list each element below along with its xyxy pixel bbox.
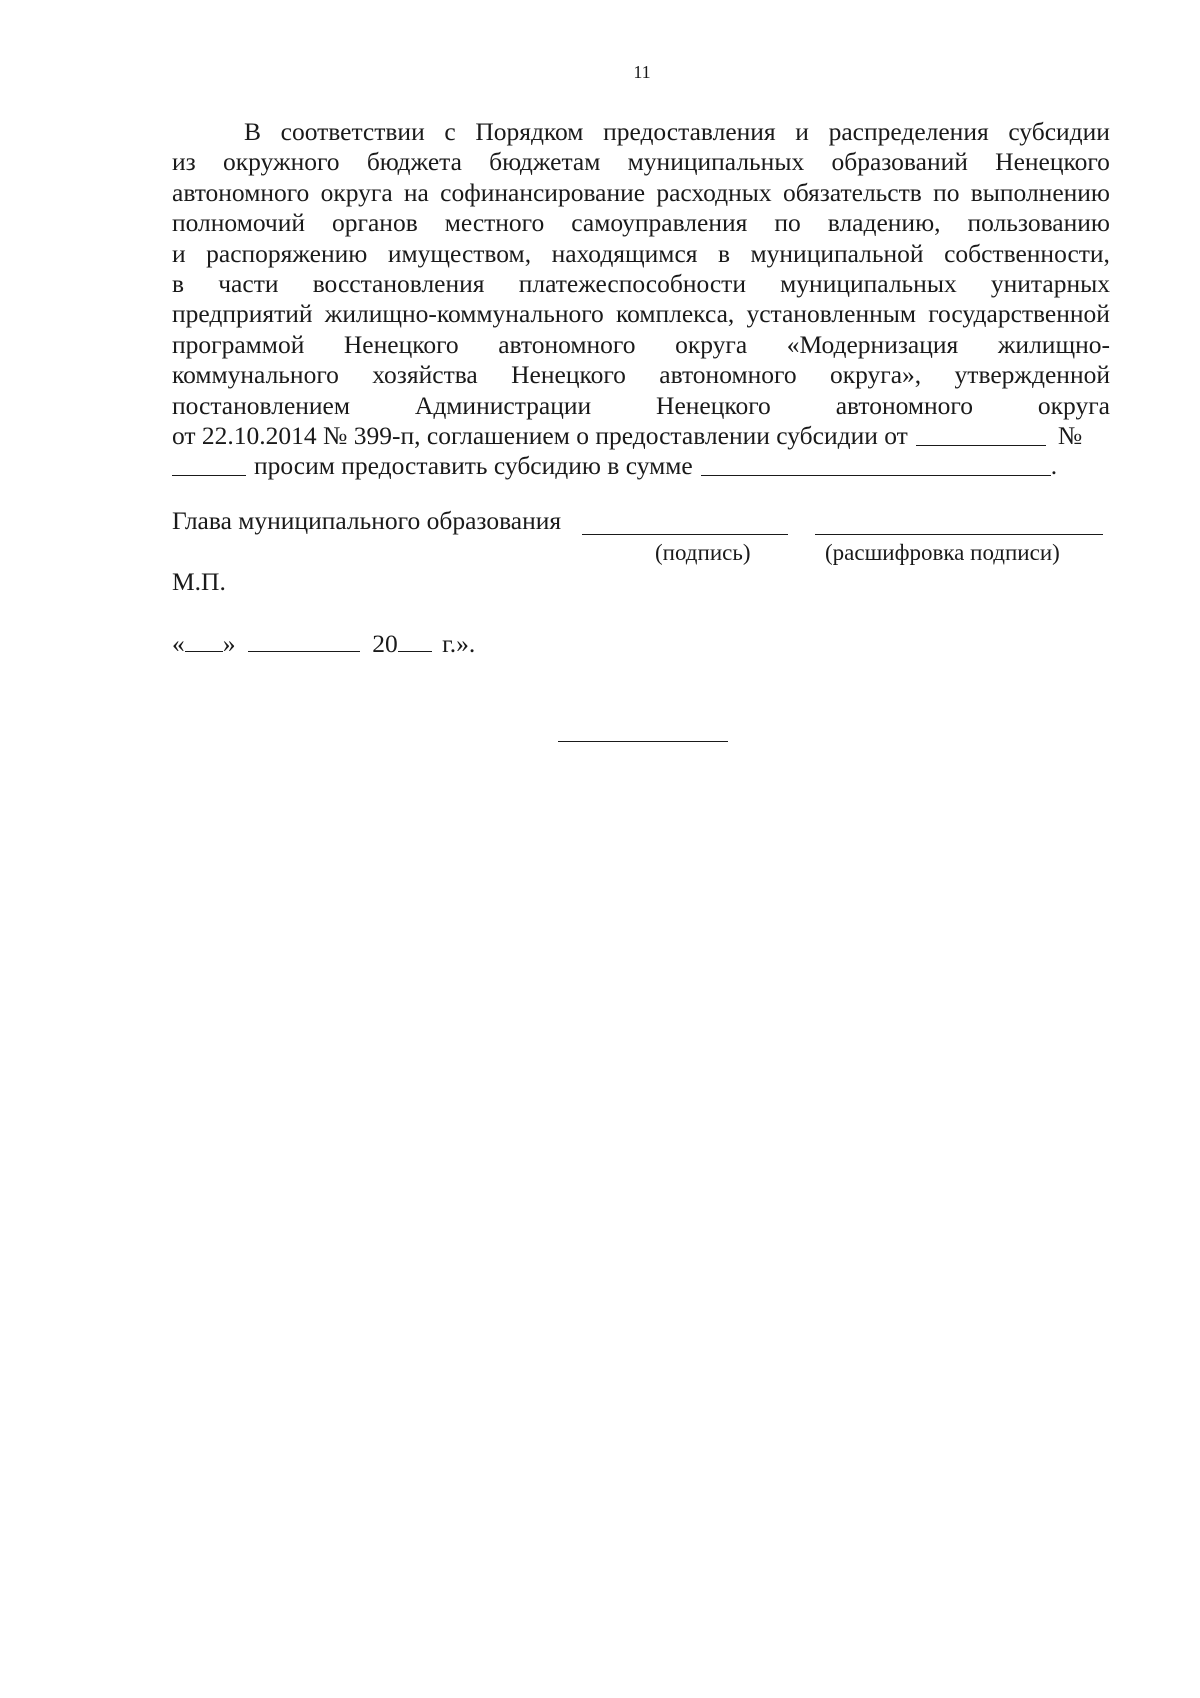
word: и [172, 238, 186, 268]
paragraph-line-8 [172, 330, 1110, 360]
word: имуществом, [387, 238, 532, 268]
word: по [774, 208, 801, 238]
word: программой [172, 329, 305, 359]
paragraph-line-4 [172, 208, 1110, 238]
year-blank [398, 627, 432, 652]
end-rule [558, 741, 728, 742]
signature-decoding-blank [815, 510, 1103, 535]
year-prefix: 20 [372, 629, 398, 658]
stamp-label: М.П. [172, 567, 226, 596]
word: округа [320, 177, 393, 207]
word: и [795, 117, 809, 146]
word: жилищно- [997, 329, 1110, 359]
word: окружного [223, 147, 340, 177]
word: бюджета [366, 147, 462, 177]
year-suffix: г.». [442, 629, 476, 658]
word: бюджетам [489, 147, 601, 177]
word: обязательств [782, 177, 922, 207]
word: Ненецкого [343, 329, 459, 359]
word: государственной [928, 299, 1110, 329]
paragraph-line-10 [172, 391, 1110, 421]
word: платежеспособности [518, 268, 746, 298]
word: соответствии [280, 117, 425, 146]
word: утвержденной [954, 360, 1110, 390]
word: субсидии [1008, 117, 1110, 146]
word: из [172, 147, 196, 177]
word: В [244, 117, 262, 146]
open-quote: « [172, 629, 185, 658]
word: округа [675, 329, 748, 359]
line-text: просим предоставить субсидию в сумме [254, 451, 693, 481]
word: местного [444, 208, 545, 238]
word: в [172, 268, 185, 298]
word: унитарных [990, 268, 1110, 298]
close-quote: » [222, 629, 236, 658]
word: распределения [828, 117, 989, 146]
page-number: 11 [633, 62, 651, 82]
word: муниципальной [750, 238, 924, 268]
signature-decoding-caption: (расшифровка подписи) [825, 540, 1060, 565]
number-sign: № [1057, 420, 1083, 450]
word: Администрации [414, 390, 592, 420]
paragraph-line-1 [172, 117, 1110, 147]
word: предприятий [172, 299, 313, 329]
date-line [172, 627, 475, 659]
paragraph-line-11 [172, 421, 1110, 451]
word: округа», [829, 360, 922, 390]
word: предоставления [603, 117, 776, 146]
word: расходных [656, 177, 772, 207]
agreement-number-blank [172, 451, 246, 476]
word: выполнению [970, 177, 1110, 207]
word: части [218, 268, 279, 298]
word: автономного [498, 329, 636, 359]
word: собственности, [944, 238, 1110, 268]
word: муниципальных [780, 268, 957, 298]
paragraph-line-6 [172, 269, 1110, 299]
word: по [933, 177, 960, 207]
agreement-date-blank [916, 421, 1046, 446]
word: постановлением [172, 390, 351, 420]
word: образований [831, 147, 968, 177]
month-blank [248, 627, 360, 652]
word: автономного [659, 360, 797, 390]
word: распоряжению [206, 238, 368, 268]
word: на [403, 177, 429, 207]
paragraph-line-12 [172, 451, 1110, 481]
word: Ненецкого [511, 360, 626, 390]
signature-blank [582, 510, 788, 535]
paragraph-line-2 [172, 147, 1110, 177]
word: установленным [746, 299, 917, 329]
word: восстановления [312, 268, 485, 298]
line-text: от 22.10.2014 № 399-п, соглашением о предоставлении субсидии от [172, 420, 908, 450]
word: софинансирование [440, 177, 646, 207]
word: пользованию [967, 208, 1110, 238]
word: хозяйства [372, 360, 478, 390]
signature-caption: (подпись) [655, 540, 751, 565]
word: в [717, 238, 731, 268]
word: Порядком [475, 117, 584, 146]
amount-blank [701, 451, 1051, 476]
signature-label: Глава муниципального образования [172, 506, 562, 535]
paragraph-line-5 [172, 239, 1110, 269]
word: жилищно-коммунального [324, 299, 604, 329]
word: Ненецкого [995, 147, 1110, 177]
word: «Модернизация [786, 329, 959, 359]
word: автономного [835, 390, 974, 420]
word: находящимся [551, 238, 698, 268]
paragraph-line-9 [172, 360, 1110, 390]
paragraph-line-3 [172, 178, 1110, 208]
word: округа [1037, 390, 1110, 420]
word: автономного [172, 177, 310, 207]
word: владению, [827, 208, 941, 238]
word: коммунального [172, 360, 339, 390]
word: муниципальных [627, 147, 805, 177]
word: комплекса, [616, 299, 735, 329]
word: Ненецкого [656, 390, 771, 420]
word: с [444, 117, 456, 146]
period: . [1050, 451, 1058, 481]
paragraph [172, 117, 1110, 482]
word: самоуправления [571, 208, 748, 238]
word: органов [332, 208, 418, 238]
word: полномочий [172, 208, 306, 238]
paragraph-line-7 [172, 299, 1110, 329]
day-blank [185, 627, 223, 652]
